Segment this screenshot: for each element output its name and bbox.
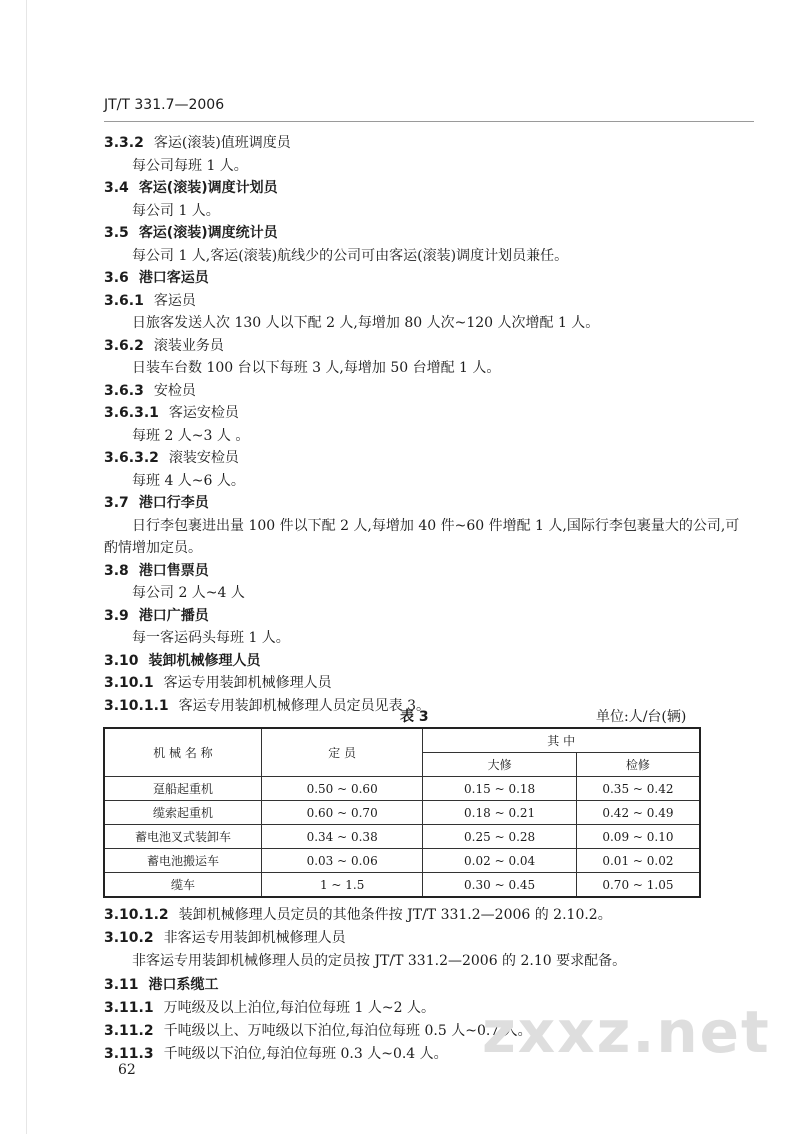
cell-name: 蓄电池搬运车 xyxy=(104,849,261,873)
cell-overhaul: 0.15 ~ 0.18 xyxy=(423,777,576,801)
paragraph-text: 每班 2 人~3 人 。 xyxy=(132,427,250,444)
section-title: 客运(滚装)值班调度员 xyxy=(153,135,291,151)
header-repair: 检修 xyxy=(576,753,700,777)
header-machine-name: 机 械 名 称 xyxy=(104,728,261,777)
paragraph-text: 每公司 1 人,客运(滚装)航线少的公司可由客运(滚装)调度计划员兼任。 xyxy=(132,247,569,264)
cell-name: 缆索起重机 xyxy=(104,801,261,825)
binding-edge-line xyxy=(26,0,27,1134)
section-title: 装卸机械修理人员定员的其他条件按 JT/T 331.2—2006 的 2.10.2。 xyxy=(178,907,612,923)
cell-name: 缆车 xyxy=(104,873,261,898)
section-title: 装卸机械修理人员 xyxy=(148,652,261,669)
watermark-text: zxxz.net xyxy=(482,998,771,1066)
section-number: 3.3.2 xyxy=(104,135,144,151)
section-heading xyxy=(104,179,278,197)
section-title: 万吨级及以上泊位,每泊位每班 1 人~2 人。 xyxy=(163,999,435,1016)
table-row xyxy=(104,777,700,801)
paragraph-text: 日旅客发送人次 130 人以下配 2 人,每增加 80 人次~120 人次增配 1 人。 xyxy=(132,315,600,331)
section-heading xyxy=(104,562,209,580)
header-quota: 定 员 xyxy=(261,728,422,777)
cell-quota: 0.50 ~ 0.60 xyxy=(261,777,422,801)
paragraph-text: 每公司每班 1 人。 xyxy=(132,157,248,174)
section-title: 港口售票员 xyxy=(138,562,209,579)
section-title: 滚装安检员 xyxy=(168,450,239,466)
section-title: 千吨级以下泊位,每泊位每班 0.3 人~0.4 人。 xyxy=(163,1046,448,1063)
section-number: 3.10.2 xyxy=(104,930,154,947)
section-title: 客运安检员 xyxy=(168,405,239,421)
section-title: 滚装业务员 xyxy=(153,337,224,354)
section-heading xyxy=(104,1022,532,1040)
section-title: 港口行李员 xyxy=(138,495,209,511)
section-heading xyxy=(104,134,291,152)
table-unit: 单位:人/台(辆) xyxy=(596,709,687,725)
header-among: 其 中 xyxy=(423,728,700,753)
paragraph-continuation: 酌情增加定员。 xyxy=(104,540,202,556)
section-title: 港口系缆工 xyxy=(148,976,219,993)
section-title: 港口广播员 xyxy=(138,607,209,624)
cell-repair: 0.42 ~ 0.49 xyxy=(576,801,700,825)
cell-repair: 0.01 ~ 0.02 xyxy=(576,849,700,873)
section-number: 3.6.1 xyxy=(104,292,144,309)
section-heading xyxy=(104,449,239,467)
table-row xyxy=(104,801,700,825)
section-heading xyxy=(104,906,612,924)
paragraph-text: 每公司 1 人。 xyxy=(132,202,220,219)
section-heading xyxy=(104,929,346,947)
section-heading xyxy=(104,382,196,400)
standard-code-header: JT/T 331.7—2006 xyxy=(104,97,225,113)
paragraph-text: 每一客运码头每班 1 人。 xyxy=(132,630,290,646)
section-heading xyxy=(104,697,430,715)
section-number: 3.5 xyxy=(104,225,129,241)
section-heading xyxy=(104,292,196,310)
section-number: 3.6 xyxy=(104,270,129,286)
section-heading xyxy=(104,224,278,242)
section-number: 3.10 xyxy=(104,652,139,669)
cell-quota: 0.03 ~ 0.06 xyxy=(261,849,422,873)
cell-name: 蓄电池叉式装卸车 xyxy=(104,825,261,849)
staffing-table xyxy=(103,727,701,898)
page-number: 62 xyxy=(118,1062,136,1078)
cell-overhaul: 0.30 ~ 0.45 xyxy=(423,873,576,898)
section-number: 3.6.2 xyxy=(104,337,144,354)
cell-overhaul: 0.02 ~ 0.04 xyxy=(423,849,576,873)
section-title: 客运(滚装)调度计划员 xyxy=(138,180,278,196)
section-number: 3.10.1 xyxy=(104,675,154,691)
section-title: 港口客运员 xyxy=(138,270,209,286)
table-caption: 表 3 xyxy=(400,709,429,725)
cell-quota: 0.60 ~ 0.70 xyxy=(261,801,422,825)
section-title: 客运专用装卸机械修理人员定员见表 3。 xyxy=(178,697,431,714)
section-heading xyxy=(104,269,209,287)
paragraph-text: 日装车台数 100 台以下每班 3 人,每增加 50 台增配 1 人。 xyxy=(132,360,501,376)
paragraph-text: 每公司 2 人~4 人 xyxy=(132,585,245,601)
section-number: 3.10.1.2 xyxy=(104,907,169,923)
cell-repair: 0.35 ~ 0.42 xyxy=(576,777,700,801)
header-overhaul: 大修 xyxy=(423,753,576,777)
cell-overhaul: 0.18 ~ 0.21 xyxy=(423,801,576,825)
table-row xyxy=(104,849,700,873)
cell-repair: 0.70 ~ 1.05 xyxy=(576,873,700,898)
section-title: 千吨级以上、万吨级以下泊位,每泊位每班 0.5 人~0.7 人。 xyxy=(163,1023,532,1039)
section-number: 3.11 xyxy=(104,976,139,993)
paragraph-text: 每班 4 人~6 人。 xyxy=(132,472,245,489)
paragraph-text: 非客运专用装卸机械修理人员的定员按 JT/T 331.2—2006 的 2.10 要求配备。 xyxy=(132,953,627,970)
section-heading xyxy=(104,337,224,355)
cell-quota: 0.34 ~ 0.38 xyxy=(261,825,422,849)
paragraph-text: 日行李包裹进出量 100 件以下配 2 人,每增加 40 件~60 件增配 1 人,国际行李包裹量大的公司,可 xyxy=(132,517,740,534)
section-number: 3.9 xyxy=(104,607,129,624)
section-title: 客运员 xyxy=(153,292,196,309)
header-rule xyxy=(104,121,754,122)
section-number: 3.6.3 xyxy=(104,382,144,399)
section-title: 客运专用装卸机械修理人员 xyxy=(163,675,332,691)
section-number: 3.4 xyxy=(104,180,129,196)
section-heading xyxy=(104,494,209,512)
section-number: 3.10.1.1 xyxy=(104,697,169,714)
section-heading xyxy=(104,999,435,1017)
table-header-row xyxy=(104,728,700,753)
cell-repair: 0.09 ~ 0.10 xyxy=(576,825,700,849)
section-heading xyxy=(104,607,209,625)
section-number: 3.6.3.1 xyxy=(104,405,159,421)
section-heading xyxy=(104,404,239,422)
section-title: 客运(滚装)调度统计员 xyxy=(138,225,278,241)
section-number: 3.8 xyxy=(104,562,129,579)
section-number: 3.7 xyxy=(104,495,129,511)
section-heading xyxy=(104,652,261,670)
section-heading xyxy=(104,674,332,692)
cell-quota: 1 ~ 1.5 xyxy=(261,873,422,898)
cell-name: 趸船起重机 xyxy=(104,777,261,801)
section-heading xyxy=(104,1045,448,1063)
section-number: 3.11.2 xyxy=(104,1023,154,1039)
section-title: 非客运专用装卸机械修理人员 xyxy=(163,930,346,947)
section-heading xyxy=(104,976,219,994)
section-number: 3.11.1 xyxy=(104,999,154,1016)
table-row xyxy=(104,873,700,898)
section-number: 3.11.3 xyxy=(104,1046,154,1063)
section-number: 3.6.3.2 xyxy=(104,450,159,466)
section-title: 安检员 xyxy=(153,382,196,399)
cell-overhaul: 0.25 ~ 0.28 xyxy=(423,825,576,849)
table-row xyxy=(104,825,700,849)
